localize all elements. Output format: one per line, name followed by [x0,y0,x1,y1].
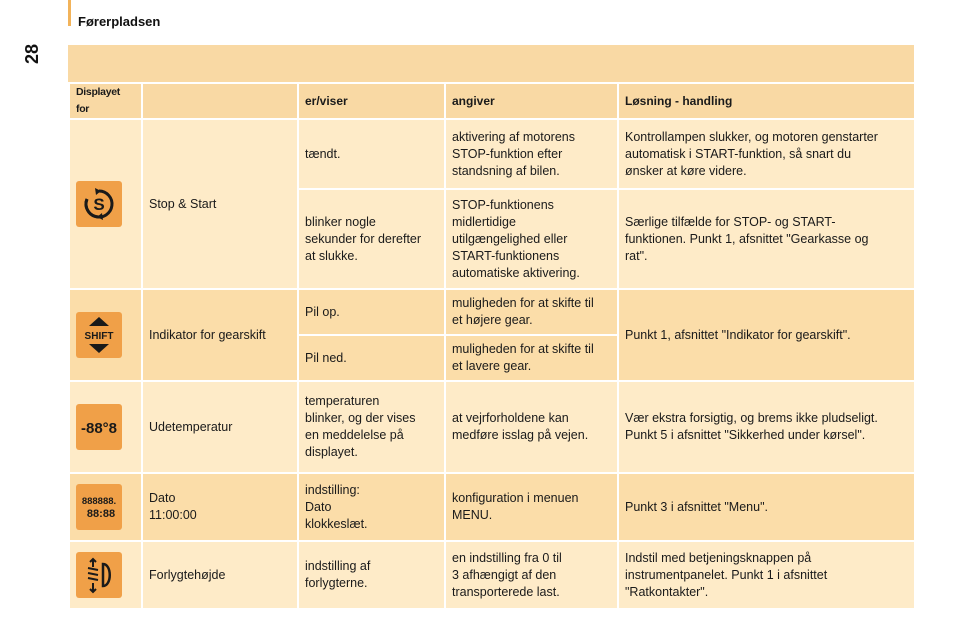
meaning-cell: konfiguration i menuen MENU. [445,473,618,541]
headlamp-adjust-icon [76,552,122,598]
action-cell: Punkt 3 i afsnittet "Menu". [618,473,915,541]
row-name: Indikator for gearskift [142,289,298,381]
action-cell: Punkt 1, afsnittet "Indikator for gearskift". [618,289,915,381]
meaning-cell: muligheden for at skifte til et lavere gear. [445,335,618,381]
row-name: Udetemperatur [142,381,298,473]
row-name: Forlygtehøjde [142,541,298,609]
icon-cell [69,289,142,381]
table-top-band [68,45,914,82]
state-cell: Pil ned. [298,335,445,381]
section-title: Førerpladsen [78,14,161,29]
table-header-row [69,83,915,119]
action-cell: Indstil med betjeningsknappen på instrumentpanelet. Punkt 1 i afsnittet "Ratkontakter". [618,541,915,609]
meaning-cell: muligheden for at skifte til et højere gear. [445,289,618,335]
column-header-empty [142,83,298,119]
meaning-cell: aktivering af motorens STOP-funktion efter standsning af bilen. [445,119,618,189]
icon-cell [69,119,142,289]
time-digits: 88:88 [86,508,116,520]
date-time-icon [76,484,122,530]
accent-rule [68,0,71,26]
column-header-display-for: Displayet for [69,83,142,119]
temperature-digits: -88°8 [80,420,118,437]
state-cell: indstilling af forlygterne. [298,541,445,609]
icon-cell [69,473,142,541]
state-cell: tændt. [298,119,445,189]
meaning-cell: STOP-funktionens midlertidige utilgængelighed eller START-funktionens automatiske aktivering. [445,189,618,289]
state-cell: indstilling: Dato klokkeslæt. [298,473,445,541]
action-cell: Kontrollampen slukker, og motoren genstarter automatisk i START-funktion, så snart du ønsker at køre videre. [618,119,915,189]
icon-cell [69,381,142,473]
action-cell: Vær ekstra forsigtig, og brems ikke pludseligt. Punkt 5 i afsnittet "Sikkerhed under kørsel". [618,381,915,473]
icon-cell [69,541,142,609]
column-header-action: Løsning - handling [618,83,915,119]
outside-temperature-icon [76,404,122,450]
meaning-cell: at vejrforholdene kan medføre isslag på vejen. [445,381,618,473]
table-row [69,119,915,189]
state-cell: temperaturen blinker, og der vises en meddelelse på displayet. [298,381,445,473]
column-header-state: er/viser [298,83,445,119]
row-name: Stop & Start [142,119,298,289]
action-cell: Særlige tilfælde for STOP- og START- funktionen. Punkt 1, afsnittet "Gearkasse og rat". [618,189,915,289]
table-row [69,381,915,473]
column-header-meaning: angiver [445,83,618,119]
date-digits: 888888. [81,496,117,507]
state-cell: blinker nogle sekunder for derefter at slukke. [298,189,445,289]
table-row [69,473,915,541]
shift-label: SHIFT [84,331,114,342]
warning-lamp-table [68,82,916,610]
stop-start-icon [76,181,122,227]
state-cell: Pil op. [298,289,445,335]
svg-text:S: S [93,195,105,214]
gearshift-indicator-icon [76,312,122,358]
table-row [69,541,915,609]
page-number: 28 [22,43,42,64]
row-name: Dato 11:00:00 [142,473,298,541]
table-row [69,289,915,335]
meaning-cell: en indstilling fra 0 til 3 afhængigt af den transporterede last. [445,541,618,609]
